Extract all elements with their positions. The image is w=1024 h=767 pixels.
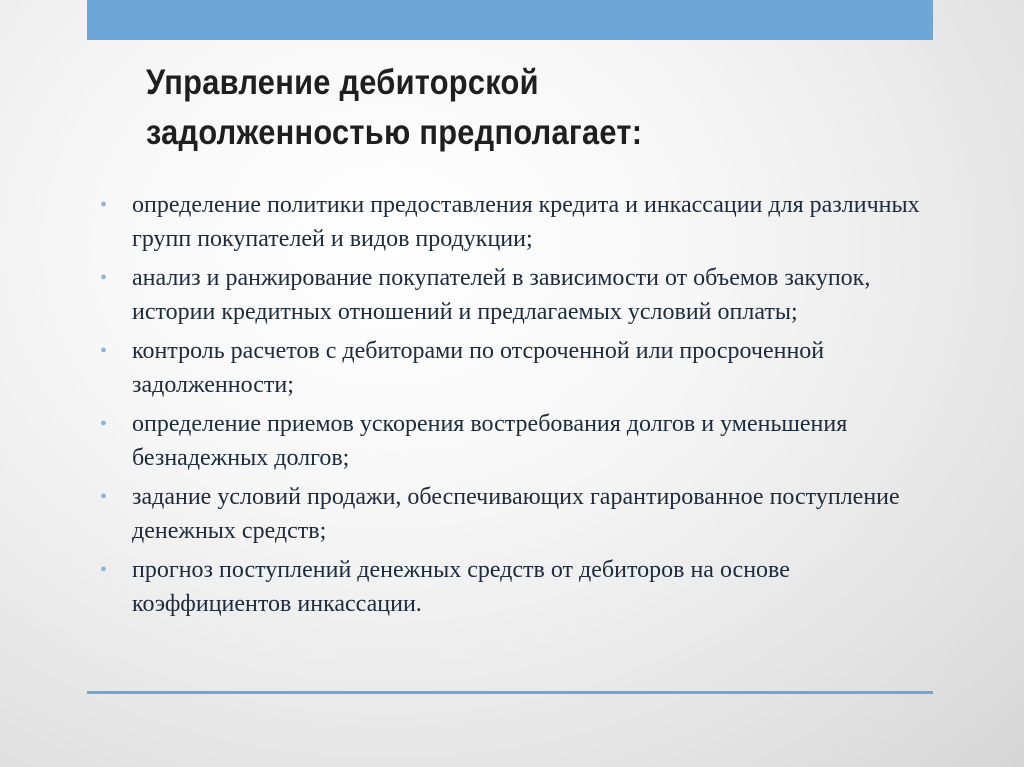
slide-title [146,58,815,158]
bullet-dot-icon: • [100,486,108,508]
slide-title-line-2: задолженностью предполагает: [146,113,643,152]
bottom-divider [87,691,933,694]
bullet-item [100,553,920,621]
bullet-dot-icon: • [100,194,108,216]
bullet-dot-icon: • [100,413,108,435]
bullet-text: контроль расчетов с дебиторами по отсроченной или просроченной задолженности; [132,338,825,398]
slide-title-line-1: Управление дебиторской [146,63,539,102]
bullet-dot-icon: • [100,559,108,581]
bullet-text: прогноз поступлений денежных средств от дебиторов на основе коэффициентов инкассации. [132,557,790,617]
bullet-text: определение приемов ускорения востребования долгов и уменьшения безнадежных долгов; [132,411,848,471]
bullet-item [100,188,920,256]
top-accent-band [87,0,933,40]
bullet-item [100,480,920,548]
bullet-item [100,407,920,475]
bullet-text: анализ и ранжирование покупателей в зависимости от объемов закупок, истории кредитных отношений и предлагаемых условий оплаты; [132,265,871,325]
bullet-list [100,188,920,626]
bullet-dot-icon: • [100,267,108,289]
bullet-dot-icon: • [100,340,108,362]
bullet-text: задание условий продажи, обеспечивающих гарантированное поступление денежных средств; [132,484,900,544]
bullet-text: определение политики предоставления кредита и инкассации для различных групп покупателей и видов продукции; [132,192,920,252]
bullet-item [100,261,920,329]
bullet-item [100,334,920,402]
